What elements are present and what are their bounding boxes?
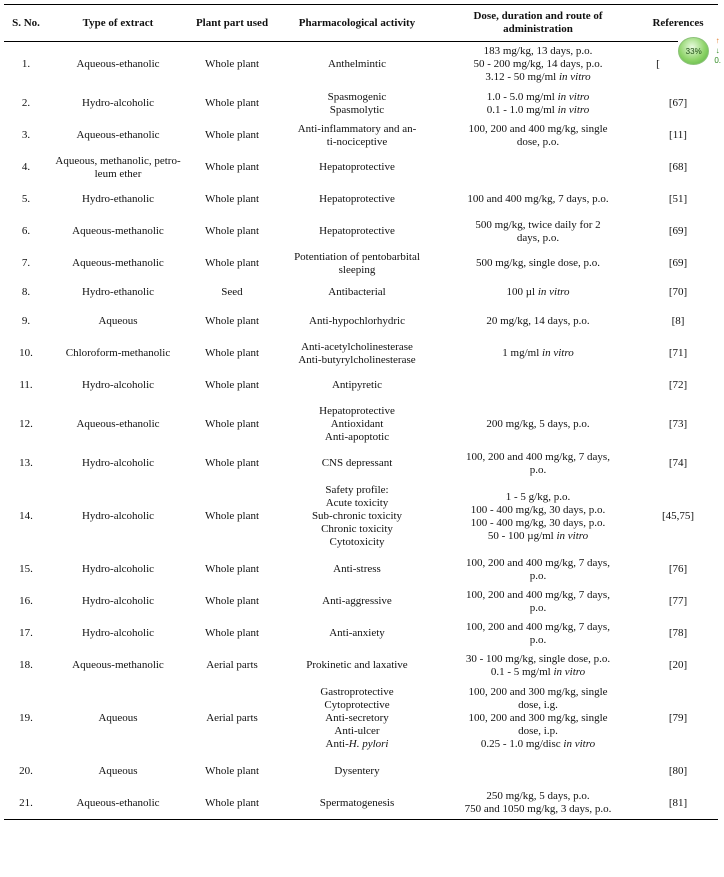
dose-cell-line: dose, i.g. xyxy=(518,699,558,711)
header-activity: Pharmacological activity xyxy=(298,16,416,29)
plant-part-cell: Whole plant xyxy=(204,347,260,359)
reference-cell: [72] xyxy=(668,379,688,391)
serial-number-cell: 11. xyxy=(19,379,33,391)
serial-number-cell: 2. xyxy=(21,97,31,109)
reference-cell: [76] xyxy=(668,563,688,575)
table-row xyxy=(4,682,718,756)
reference-cell: [73] xyxy=(668,418,688,430)
dose-cell-line: 200 mg/kg, 5 days, p.o. xyxy=(486,418,590,430)
extract-type-cell: Hydro-alcoholic xyxy=(81,97,155,109)
activity-cell-line: Chronic toxicity xyxy=(321,523,393,535)
activity-cell-line: Anti-butyrylcholinesterase xyxy=(298,353,416,366)
plant-part-cell: Whole plant xyxy=(204,315,260,327)
extract-type-cell: Hydro-alcoholic xyxy=(81,627,155,639)
dose-cell xyxy=(438,280,638,306)
reference-cell: [67] xyxy=(668,97,688,109)
reference-cell: [51] xyxy=(668,193,688,205)
extract-type-cell: Aqueous-ethanolic xyxy=(76,129,160,141)
activity-cell xyxy=(276,248,438,280)
dose-cell-line: 100, 200 and 400 mg/kg, 7 days, xyxy=(466,588,610,601)
activity-cell xyxy=(276,756,438,788)
serial-number-cell: 3. xyxy=(21,129,31,141)
extract-type-cell: Hydro-alcoholic xyxy=(81,595,155,607)
table-row xyxy=(4,650,718,682)
plant-part-cell: Whole plant xyxy=(204,193,260,205)
table-row xyxy=(4,586,718,618)
table-row xyxy=(4,402,718,448)
extract-type-cell: Aqueous-methanolic xyxy=(72,257,164,269)
dose-cell-line: 0.1 - 5 mg/ml in vitro xyxy=(490,665,586,678)
plant-part-cell: Whole plant xyxy=(204,765,260,777)
serial-number-cell: 20. xyxy=(19,765,33,777)
activity-cell xyxy=(276,480,438,554)
dose-cell xyxy=(438,618,638,650)
dose-cell-line: 50 - 100 µg/ml in vitro xyxy=(487,529,589,542)
extract-type-cell: Aqueous xyxy=(98,315,138,327)
serial-number-cell: 7. xyxy=(21,257,31,269)
extract-type-cell: Aqueous-ethanolic xyxy=(76,58,160,71)
reference-cell: [20] xyxy=(668,659,688,671)
activity-cell-line: Spasmolytic xyxy=(329,103,385,116)
activity-cell-line: Spasmogenic xyxy=(327,90,387,103)
serial-number-cell: 18. xyxy=(19,659,33,671)
plant-part-cell: Whole plant xyxy=(204,257,260,269)
dose-cell-line: 500 mg/kg, single dose, p.o. xyxy=(475,257,601,269)
activity-cell-line: Safety profile: xyxy=(325,484,389,496)
activity-cell xyxy=(276,338,438,370)
table-row xyxy=(4,120,718,152)
table-row xyxy=(4,618,718,650)
dose-cell-line: 183 mg/kg, 13 days, p.o. xyxy=(483,45,593,58)
header-part: Plant part used xyxy=(195,16,269,29)
plant-part-cell: Whole plant xyxy=(204,418,260,430)
extract-type-cell: Hydro-alcoholic xyxy=(81,510,155,522)
serial-number-cell: 4. xyxy=(21,161,31,173)
extract-type-cell: Hydro-alcoholic xyxy=(81,379,155,391)
activity-cell-line: Hepatoprotective xyxy=(319,193,395,205)
activity-cell xyxy=(276,618,438,650)
extract-type-cell: Aqueous-ethanolic xyxy=(76,418,160,430)
activity-cell-line: Anti-H. pylori xyxy=(325,738,389,750)
table-row xyxy=(4,280,718,306)
extract-type-cell: Aqueous xyxy=(98,765,138,777)
table-row xyxy=(4,788,718,820)
percent-gauge-icon[interactable] xyxy=(678,37,709,65)
extract-type-cell: Chloroform-methanolic xyxy=(65,347,171,359)
serial-number-cell: 14. xyxy=(19,510,33,522)
dose-cell-line: p.o. xyxy=(529,633,547,646)
dose-cell-line: dose, i.p. xyxy=(518,725,558,737)
extract-type-cell: Hydro-alcoholic xyxy=(81,563,155,575)
activity-cell-line: Anti-stress xyxy=(333,563,381,575)
table-row xyxy=(4,184,718,216)
reference-cell xyxy=(638,36,722,88)
reference-cell: [79] xyxy=(668,712,688,724)
dose-cell-line: 1.0 - 5.0 mg/ml in vitro xyxy=(486,90,590,103)
plant-part-cell: Whole plant xyxy=(204,161,260,173)
activity-cell-line: Hepatoprotective xyxy=(319,161,395,173)
header-ref: References xyxy=(652,16,704,29)
activity-cell-line: Anthelmintic xyxy=(327,58,387,71)
serial-number-cell: 21. xyxy=(19,796,33,809)
extract-type-cell: Hydro-ethanolic xyxy=(81,193,155,205)
extract-type-cell: Aqueous xyxy=(98,712,138,724)
reference-cell: [80] xyxy=(668,765,688,777)
rate-indicator xyxy=(711,36,724,66)
activity-cell xyxy=(276,152,438,184)
dose-cell-line: 3.12 - 50 mg/ml in vitro xyxy=(485,71,591,84)
serial-number-cell: 13. xyxy=(19,457,33,469)
extract-type-cell: Hydro-alcoholic xyxy=(81,457,155,469)
activity-cell xyxy=(276,788,438,820)
dose-cell xyxy=(438,42,638,88)
dose-cell-line: dose, p.o. xyxy=(516,135,560,148)
dose-cell-line: 0.25 - 1.0 mg/disc in vitro xyxy=(480,738,596,750)
dose-cell-line: p.o. xyxy=(529,463,547,476)
extract-type-cell: Aqueous-ethanolic xyxy=(76,796,160,809)
dose-cell-line: 100, 200 and 300 mg/kg, single xyxy=(468,686,608,698)
table-row xyxy=(4,42,718,88)
activity-cell-line: Anti-inflammatory and an- xyxy=(297,122,417,135)
activity-cell-line: Antioxidant xyxy=(330,418,384,430)
plant-part-cell: Whole plant xyxy=(204,627,260,639)
activity-cell xyxy=(276,120,438,152)
dose-cell-line: 100 and 400 mg/kg, 7 days, p.o. xyxy=(467,193,609,205)
arrow-down-icon: ↓ 0. xyxy=(714,46,722,65)
reference-cell: [45,75] xyxy=(661,510,695,522)
activity-cell-line: Anti-ulcer xyxy=(334,725,380,737)
serial-number-cell: 5. xyxy=(21,193,31,205)
activity-cell xyxy=(276,88,438,120)
plant-part-cell: Whole plant xyxy=(204,510,260,522)
table-row xyxy=(4,306,718,338)
activity-cell-line: sleeping xyxy=(338,263,376,276)
activity-cell-line: Antipyretic xyxy=(331,379,383,391)
dose-cell xyxy=(438,788,638,820)
table-row xyxy=(4,88,718,120)
dose-cell-line: 100, 200 and 300 mg/kg, single xyxy=(468,712,608,724)
dose-cell xyxy=(438,216,638,248)
dose-cell xyxy=(438,120,638,152)
activity-cell xyxy=(276,402,438,448)
reference-cell: [69] xyxy=(668,225,688,237)
progress-widget[interactable] xyxy=(678,36,724,66)
reference-cell: [8] xyxy=(671,315,685,327)
activity-cell xyxy=(276,306,438,338)
dose-cell xyxy=(438,88,638,120)
serial-number-cell: 15. xyxy=(19,563,33,575)
activity-cell-line: Hepatoprotective xyxy=(319,405,395,417)
reference-cell: [70] xyxy=(668,286,688,298)
plant-part-cell: Whole plant xyxy=(204,97,260,109)
plant-part-cell: Aerial parts xyxy=(206,712,258,724)
dose-cell-line: 1 mg/ml in vitro xyxy=(502,347,574,359)
dose-cell-line: 100, 200 and 400 mg/kg, 7 days, xyxy=(466,450,610,463)
plant-part-cell: Whole plant xyxy=(204,595,260,607)
plant-part-cell: Whole plant xyxy=(204,796,260,809)
activity-cell xyxy=(276,370,438,402)
dose-cell xyxy=(438,370,638,402)
reference-cell: [11] xyxy=(669,129,687,141)
dose-cell xyxy=(438,586,638,618)
table-row xyxy=(4,248,718,280)
extract-type-cell: Hydro-ethanolic xyxy=(81,286,155,298)
serial-number-cell: 6. xyxy=(21,225,31,237)
dose-cell xyxy=(438,184,638,216)
dose-cell-line: 750 and 1050 mg/kg, 3 days, p.o. xyxy=(464,803,612,816)
dose-cell-line: 100 - 400 mg/kg, 30 days, p.o. xyxy=(470,516,606,529)
dose-cell-line: 100 µl in vitro xyxy=(506,286,570,298)
reference-cell: [78] xyxy=(668,627,688,639)
plant-part-cell: Aerial parts xyxy=(206,659,258,671)
plant-part-cell: Whole plant xyxy=(204,563,260,575)
reference-cell: [81] xyxy=(668,796,688,809)
reference-cell: [71] xyxy=(668,347,688,359)
activity-cell-line: CNS depressant xyxy=(321,457,393,469)
serial-number-cell: 1. xyxy=(21,58,31,71)
reference-text: [ xyxy=(656,58,660,71)
dose-cell-line: 1 - 5 g/kg, p.o. xyxy=(505,490,571,503)
dose-cell-line: 100, 200 and 400 mg/kg, 7 days, xyxy=(466,620,610,633)
activity-cell xyxy=(276,42,438,88)
activity-cell-line: Spermatogenesis xyxy=(319,796,395,809)
dose-cell-line: 50 - 200 mg/kg, 14 days, p.o. xyxy=(473,58,603,71)
dose-cell-line: 250 mg/kg, 5 days, p.o. xyxy=(486,790,590,803)
activity-cell xyxy=(276,216,438,248)
activity-cell-line: Anti-secretory xyxy=(325,712,389,724)
activity-cell-line: Potentiation of pentobarbital xyxy=(294,250,420,263)
activity-cell-line: Cytotoxicity xyxy=(329,536,385,548)
activity-cell-line: Prokinetic and laxative xyxy=(306,659,408,671)
plant-part-cell: Whole plant xyxy=(204,457,260,469)
serial-number-cell: 17. xyxy=(19,627,33,639)
activity-cell-line: Hepatoprotective xyxy=(319,225,395,237)
plant-part-cell: Whole plant xyxy=(204,379,260,391)
arrow-up-icon: ↑ xyxy=(715,36,720,45)
pharmacology-table xyxy=(4,4,722,820)
activity-cell xyxy=(276,682,438,756)
dose-cell xyxy=(438,248,638,280)
dose-cell-line: 30 - 100 mg/kg, single dose, p.o. xyxy=(465,652,611,665)
table-row xyxy=(4,448,718,480)
header-type: Type of extract xyxy=(82,16,154,29)
serial-number-cell: 19. xyxy=(19,712,33,724)
dose-cell xyxy=(438,682,638,756)
reference-cell: [74] xyxy=(668,457,688,469)
table-row xyxy=(4,216,718,248)
dose-cell-line: 0.1 - 1.0 mg/ml in vitro xyxy=(486,103,590,116)
activity-cell xyxy=(276,448,438,480)
activity-cell xyxy=(276,650,438,682)
dose-cell xyxy=(438,338,638,370)
extract-type-cell: Aqueous-methanolic xyxy=(72,659,164,671)
rate-value: 0. xyxy=(714,56,722,65)
activity-cell xyxy=(276,586,438,618)
dose-cell xyxy=(438,480,638,554)
table-row xyxy=(4,152,718,184)
serial-number-cell: 9. xyxy=(21,315,31,327)
dose-cell xyxy=(438,650,638,682)
table-row xyxy=(4,756,718,788)
dose-cell xyxy=(438,554,638,586)
table-row xyxy=(4,370,718,402)
plant-part-cell: Whole plant xyxy=(204,225,260,237)
activity-cell-line: Cytoprotective xyxy=(324,699,390,711)
activity-cell-line: Dysentery xyxy=(334,765,380,777)
activity-cell-line: Sub-chronic toxicity xyxy=(311,510,403,522)
reference-cell: [68] xyxy=(668,161,688,173)
dose-cell-line: p.o. xyxy=(529,569,547,582)
activity-cell-line: Anti-aggressive xyxy=(322,595,392,607)
activity-cell xyxy=(276,280,438,306)
percent-label: 33% xyxy=(685,46,702,56)
table-row xyxy=(4,554,718,586)
dose-cell-line: 100, 200 and 400 mg/kg, 7 days, xyxy=(466,556,610,569)
extract-type-cell: Aqueous-methanolic xyxy=(72,225,164,237)
dose-cell-line: 20 mg/kg, 14 days, p.o. xyxy=(486,315,590,327)
header-row xyxy=(4,5,718,42)
activity-cell-line: Anti-hypochlorhydric xyxy=(309,315,405,327)
serial-number-cell: 12. xyxy=(19,418,33,430)
activity-cell-line: Acute toxicity xyxy=(325,497,389,509)
reference-cell: [69] xyxy=(668,257,688,269)
dose-cell-line: days, p.o. xyxy=(516,231,560,244)
dose-cell xyxy=(438,402,638,448)
dose-cell xyxy=(438,152,638,184)
plant-part-cell: Whole plant xyxy=(204,58,260,71)
header-dose: Dose, duration and route of administration xyxy=(473,10,603,35)
plant-part-cell: Whole plant xyxy=(204,129,260,141)
activity-cell-line: Antibacterial xyxy=(328,286,386,298)
activity-cell-line: Anti-apoptotic xyxy=(324,431,390,443)
activity-cell-line: ti-nociceptive xyxy=(326,135,388,148)
table-row xyxy=(4,480,718,554)
activity-cell-line: Anti-anxiety xyxy=(329,627,385,639)
dose-cell-line: 100, 200 and 400 mg/kg, single xyxy=(468,122,608,135)
dose-cell-line: 100 - 400 mg/kg, 30 days, p.o. xyxy=(470,503,606,516)
activity-cell xyxy=(276,184,438,216)
serial-number-cell: 8. xyxy=(21,286,31,298)
table-row xyxy=(4,338,718,370)
table-body xyxy=(4,36,722,820)
serial-number-cell: 10. xyxy=(19,347,33,359)
header-no: S. No. xyxy=(12,16,40,29)
dose-cell xyxy=(438,448,638,480)
dose-cell xyxy=(438,756,638,788)
dose-cell xyxy=(438,306,638,338)
extract-type-cell: Aqueous, methanolic, petro-leum ether xyxy=(55,154,181,180)
reference-cell: [77] xyxy=(668,595,688,607)
activity-cell-line: Gastroprotective xyxy=(320,686,394,698)
serial-number-cell: 16. xyxy=(19,595,33,607)
dose-cell-line: 500 mg/kg, twice daily for 2 xyxy=(475,218,601,231)
activity-cell xyxy=(276,554,438,586)
activity-cell-line: Anti-acetylcholinesterase xyxy=(301,340,413,353)
dose-cell-line: p.o. xyxy=(529,601,547,614)
plant-part-cell: Seed xyxy=(221,286,243,298)
